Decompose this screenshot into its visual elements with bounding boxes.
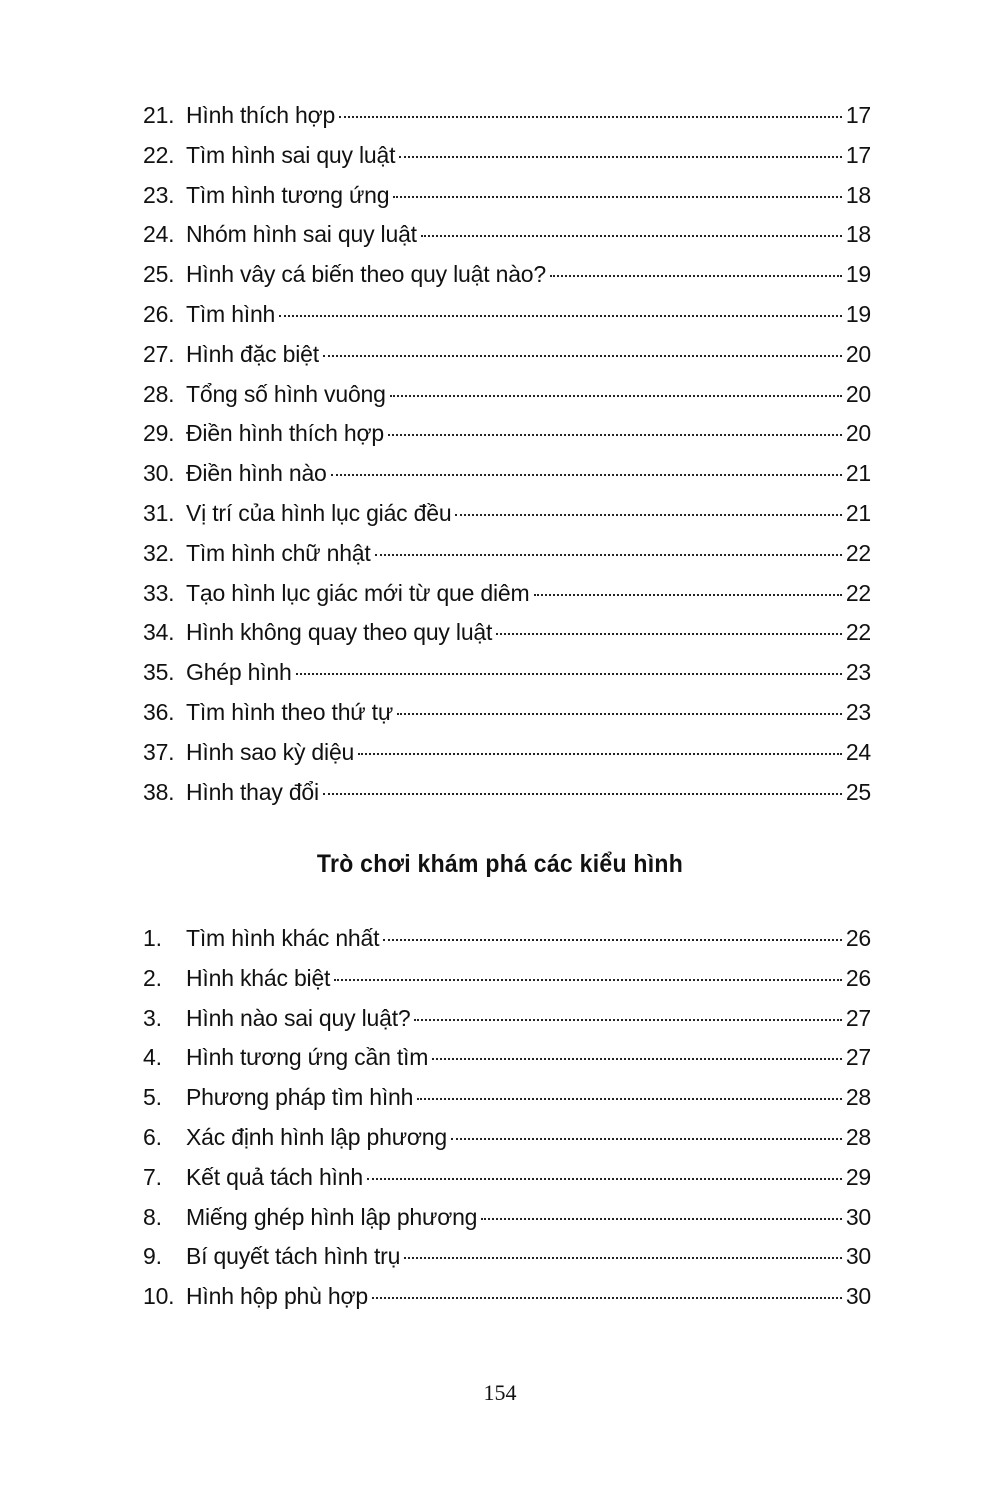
toc-entry [143, 773, 871, 813]
toc-entry [143, 1038, 871, 1078]
toc-entry-page: 20 [845, 340, 871, 367]
toc-entry-number: 4. [143, 1044, 162, 1071]
toc-entry-number: 34. [143, 619, 175, 646]
toc-entry-number: 37. [143, 738, 175, 765]
toc-entry-page: 18 [845, 221, 871, 248]
toc-entry [143, 176, 871, 216]
dot-leader [432, 1058, 842, 1060]
toc-entry [143, 215, 871, 255]
toc-entry [143, 1277, 871, 1317]
toc-entry-title: Hình đặc biệt [186, 340, 319, 367]
toc-entry-page: 17 [845, 141, 871, 168]
dot-leader [550, 275, 842, 277]
toc-entry [143, 1118, 871, 1158]
dot-leader [414, 1019, 841, 1021]
toc-entry-number: 38. [143, 778, 175, 805]
dot-leader [496, 633, 842, 635]
toc-entry-page: 26 [845, 925, 871, 951]
toc-entry-number: 25. [143, 261, 175, 288]
toc-entry-number: 33. [143, 579, 175, 606]
toc-entry-page: 21 [845, 499, 871, 526]
dot-leader [279, 315, 842, 317]
dot-leader [358, 753, 842, 755]
toc-entry-title: Bí quyết tách hình trụ [186, 1243, 401, 1270]
toc-entry-number: 27. [143, 340, 175, 367]
toc-entry-number: 31. [143, 499, 175, 526]
toc-entry [143, 136, 871, 176]
toc-entry-title: Hình nào sai quy luật? [186, 1004, 411, 1031]
dot-leader [323, 793, 842, 795]
toc-entry-page: 25 [845, 778, 871, 805]
toc-entry-title: Nhóm hình sai quy luật [186, 221, 417, 248]
toc-entry [143, 1237, 871, 1277]
toc-entry [143, 653, 871, 693]
toc-entry-page: 23 [845, 698, 871, 725]
dot-leader [296, 673, 842, 675]
toc-entry [143, 999, 871, 1039]
dot-leader [421, 235, 842, 237]
toc-entry-title: Miếng ghép hình lập phương [186, 1203, 478, 1230]
toc-entry-number: 28. [143, 380, 175, 407]
dot-leader [417, 1098, 842, 1100]
dot-leader [404, 1257, 842, 1259]
toc-entry-page: 24 [845, 738, 871, 765]
toc-entry-page: 27 [845, 1044, 871, 1071]
toc-entry-title: Tìm hình chữ nhật [186, 539, 371, 566]
toc-entry-title: Tìm hình sai quy luật [186, 141, 396, 168]
toc-entry-page: 18 [845, 181, 871, 208]
toc-entry-number: 10. [143, 1283, 175, 1310]
toc-entry-number: 30. [143, 460, 175, 487]
toc-entry-title: Tổng số hình vuông [186, 380, 386, 407]
toc-entry-page: 27 [845, 1004, 871, 1031]
toc-entry-title: Tạo hình lục giác mới từ que diêm [186, 579, 530, 606]
dot-leader [481, 1218, 842, 1220]
toc-entry-page: 17 [845, 102, 871, 128]
dot-leader [383, 939, 842, 941]
toc-entry [143, 919, 871, 959]
dot-leader [388, 434, 842, 436]
dot-leader [393, 196, 841, 198]
page-number: 154 [483, 1380, 517, 1405]
toc-entry [143, 375, 871, 415]
toc-entry-number: 23. [143, 181, 175, 208]
toc-entry [143, 1198, 871, 1238]
toc-entry-page: 26 [845, 964, 871, 991]
toc-entry-number: 2. [143, 964, 162, 991]
toc-entry [143, 255, 871, 295]
toc-entry-title: Điền hình nào [186, 460, 327, 487]
dot-leader [372, 1297, 842, 1299]
toc-entry [143, 414, 871, 454]
toc-entry-title: Hình thích hợp [186, 102, 336, 128]
toc-entry-number: 1. [143, 925, 162, 951]
toc-entry-page: 20 [845, 380, 871, 407]
toc-entry-number: 36. [143, 698, 175, 725]
toc-entry-number: 29. [143, 420, 175, 447]
toc-entry-title: Xác định hình lập phương [186, 1123, 447, 1150]
dot-leader [397, 713, 842, 715]
toc-entry [143, 959, 871, 999]
toc-entry-number: 6. [143, 1123, 162, 1150]
toc-entry [143, 613, 871, 653]
toc-entry-title: Phương pháp tìm hình [186, 1084, 414, 1111]
toc-entry-title: Tìm hình theo thứ tự [186, 698, 394, 725]
toc-entry [143, 574, 871, 614]
toc-entry-title: Hình khác biệt [186, 964, 331, 991]
dot-leader [399, 156, 842, 158]
toc-entry-number: 3. [143, 1004, 162, 1031]
toc-entry [143, 733, 871, 773]
toc-entry-title: Điền hình thích hợp [186, 420, 384, 447]
toc-entry-page: 22 [845, 619, 871, 646]
toc-entry-title: Kết quả tách hình [186, 1163, 363, 1190]
toc-entry [143, 534, 871, 574]
toc-entry-number: 21. [143, 102, 175, 128]
toc-entry-title: Hình không quay theo quy luật [186, 619, 493, 646]
toc-entry-title: Tìm hình khác nhất [186, 925, 380, 951]
dot-leader [323, 355, 842, 357]
toc-entry-page: 19 [845, 261, 871, 288]
toc-entry-page: 22 [845, 579, 871, 606]
dot-leader [334, 979, 842, 981]
toc-entry-page: 21 [845, 460, 871, 487]
toc-list-part1 [143, 96, 871, 812]
toc-entry-number: 24. [143, 221, 175, 248]
dot-leader [390, 395, 842, 397]
toc-entry-number: 9. [143, 1243, 162, 1270]
toc-entry [143, 1078, 871, 1118]
toc-entry [143, 693, 871, 733]
dot-leader [339, 116, 842, 118]
toc-entry-title: Tìm hình tương ứng [186, 181, 390, 208]
toc-entry [143, 295, 871, 335]
toc-entry-title: Hình sao kỳ diệu [186, 738, 355, 765]
toc-entry [143, 1158, 871, 1198]
toc-entry-page: 20 [845, 420, 871, 447]
toc-entry-number: 32. [143, 539, 175, 566]
toc-entry-page: 22 [845, 539, 871, 566]
toc-entry-page: 28 [845, 1123, 871, 1150]
toc-entry-number: 7. [143, 1163, 162, 1190]
toc-entry-number: 5. [143, 1084, 162, 1111]
toc-list-part2 [143, 919, 871, 1317]
toc-entry-title: Hình hộp phù hợp [186, 1283, 368, 1310]
toc-entry [143, 494, 871, 534]
toc-entry-page: 30 [845, 1203, 871, 1230]
toc-entry [143, 335, 871, 375]
toc-entry [143, 454, 871, 494]
toc-entry [143, 96, 871, 136]
toc-entry-page: 19 [845, 300, 871, 327]
toc-entry-number: 26. [143, 300, 175, 327]
toc-entry-page: 30 [845, 1243, 871, 1270]
dot-leader [455, 514, 841, 516]
toc-entry-title: Tìm hình [186, 300, 276, 327]
toc-entry-title: Hình thay đổi [186, 778, 319, 805]
dot-leader [331, 474, 842, 476]
toc-entry-page: 23 [845, 659, 871, 686]
toc-entry-title: Ghép hình [186, 659, 292, 686]
dot-leader [367, 1178, 842, 1180]
dot-leader [451, 1138, 842, 1140]
dot-leader [375, 554, 842, 556]
toc-entry-title: Hình vây cá biến theo quy luật nào? [186, 261, 546, 288]
toc-entry-number: 8. [143, 1203, 162, 1230]
toc-entry-page: 30 [845, 1283, 871, 1310]
toc-entry-page: 28 [845, 1084, 871, 1111]
section-heading: Trò chơi khám phá các kiểu hình [316, 850, 684, 878]
dot-leader [534, 594, 842, 596]
toc-entry-page: 29 [845, 1163, 871, 1190]
toc-entry-number: 22. [143, 141, 175, 168]
toc-entry-title: Hình tương ứng cần tìm [186, 1044, 429, 1071]
toc-entry-title: Vị trí của hình lục giác đều [186, 499, 452, 526]
toc-entry-number: 35. [143, 659, 175, 686]
